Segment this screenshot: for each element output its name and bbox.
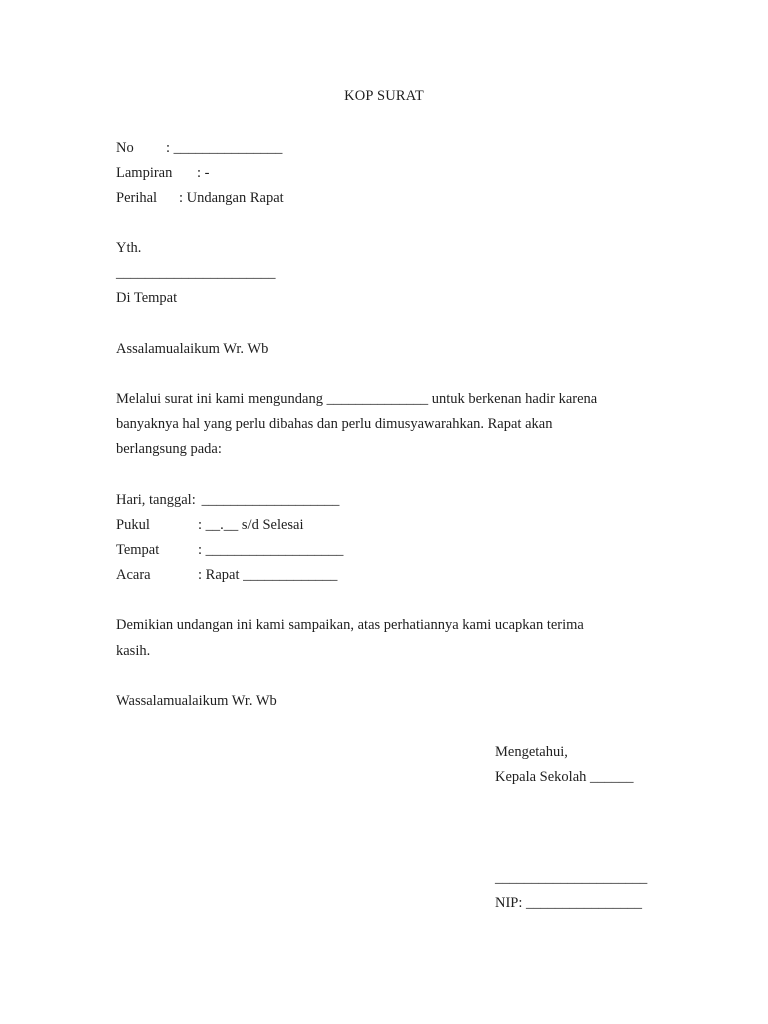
pukul-label: Pukul <box>116 517 150 533</box>
recipient-yth: Yth. <box>116 240 142 256</box>
hari-value: ___________________ <box>198 492 340 508</box>
closing-line: kasih. <box>116 643 151 659</box>
pukul-value: : __.__ s/d Selesai <box>198 517 304 533</box>
tempat-label: Tempat <box>116 542 160 558</box>
acara-label: Acara <box>116 567 151 583</box>
tempat-value: : ___________________ <box>198 542 344 558</box>
lampiran-value: : - <box>197 165 210 181</box>
recipient-name-blank: ______________________ <box>116 265 276 281</box>
body-line: berlangsung pada: <box>116 441 222 457</box>
signature-position: Kepala Sekolah ______ <box>495 769 634 785</box>
closing-line: Demikian undangan ini kami sampaikan, atas perhatiannya kami ucapkan terima <box>116 617 584 633</box>
opening-greeting: Assalamualaikum Wr. Wb <box>116 341 269 357</box>
letterhead-title: KOP SURAT <box>344 88 424 104</box>
no-value: : _______________ <box>166 140 283 156</box>
signature-nip: NIP: ________________ <box>495 895 643 911</box>
lampiran-label: Lampiran <box>116 165 173 181</box>
perihal-value: : Undangan Rapat <box>179 190 284 206</box>
hari-label: Hari, tanggal: <box>116 492 196 508</box>
signature-name-blank: _____________________ <box>495 870 648 886</box>
perihal-label: Perihal <box>116 190 158 206</box>
body-line: banyaknya hal yang perlu dibahas dan perlu dimusyawarahkan. Rapat akan <box>116 416 553 432</box>
acara-value: : Rapat _____________ <box>198 567 338 583</box>
no-label: No <box>116 140 134 156</box>
body-line: Melalui surat ini kami mengundang ______________ untuk berkenan hadir karena <box>116 391 598 407</box>
recipient-place: Di Tempat <box>116 290 178 306</box>
signature-acknowledged: Mengetahui, <box>495 744 568 760</box>
closing-greeting: Wassalamualaikum Wr. Wb <box>116 693 277 709</box>
